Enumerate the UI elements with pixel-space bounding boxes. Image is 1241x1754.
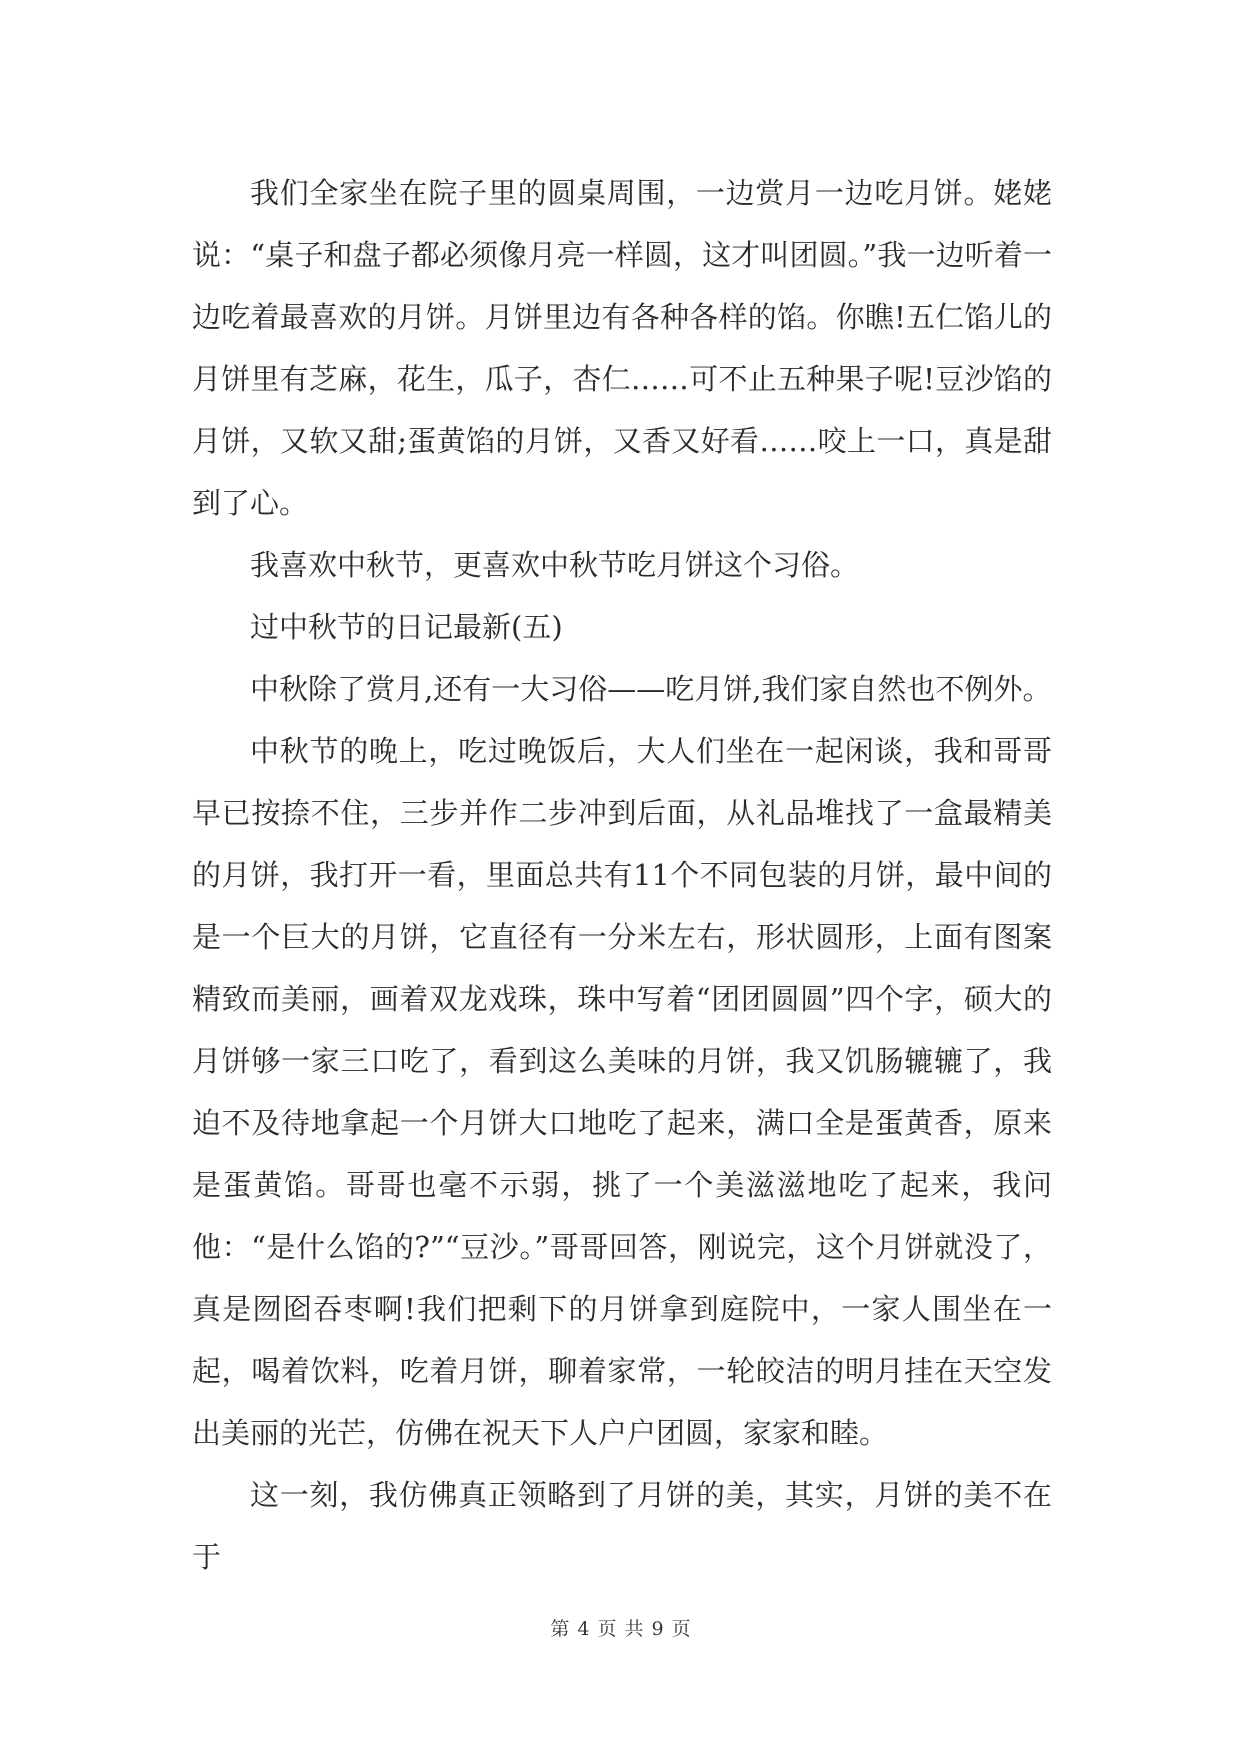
footer-total-prefix: 共 (624, 1618, 644, 1640)
page-footer (0, 1614, 1241, 1641)
document-body (192, 162, 1052, 1588)
current-page-number: 4 (577, 1618, 590, 1640)
footer-page-unit: 页 (597, 1618, 617, 1640)
paragraph-custom: 中秋除了赏月,还有一大习俗——吃月饼,我们家自然也不例外。 (250, 672, 1052, 706)
section-heading: 过中秋节的日记最新(五) (250, 610, 563, 644)
paragraph-like-festival: 我喜欢中秋节，更喜欢中秋节吃月饼这个习俗。 (250, 548, 860, 582)
paragraph-mooncake-dinner: 我们全家坐在院子里的圆桌周围，一边赏月一边吃月饼。姥姥说：“桌子和盘子都必须像月亮一样圆，这才叫团圆。”我一边听着一边吃着最喜欢的月饼。月饼里边有各种各样的馅。你瞧!五仁馅儿的月饼里有芝麻，花生，瓜子，杏仁……可不止五种果子呢!豆沙馅的月饼，又软又甜;蛋黄馅的月饼，又香又好看……咬上一口，真是甜到了心。 (192, 176, 1052, 520)
footer-prefix: 第 (550, 1618, 570, 1640)
paragraph-evening-story: 中秋节的晚上，吃过晚饭后，大人们坐在一起闲谈，我和哥哥早已按捺不住，三步并作二步冲到后面，从礼品堆找了一盒最精美的月饼，我打开一看，里面总共有11个不同包装的月饼，最中间的是一个巨大的月饼，它直径有一分米左右，形状圆形，上面有图案精致而美丽，画着双龙戏珠，珠中写着“团团圆圆”四个字，硕大的月饼够一家三口吃了，看到这么美味的月饼，我又饥肠辘辘了，我迫不及待地拿起一个月饼大口地吃了起来，满口全是蛋黄香，原来是蛋黄馅。哥哥也毫不示弱，挑了一个美滋滋地吃了起来，我问他：“是什么馅的?”“豆沙。”哥哥回答，刚说完，这个月饼就没了，真是囫囵吞枣啊!我们把剩下的月饼拿到庭院中，一家人围坐在一起，喝着饮料，吃着月饼，聊着家常，一轮皎洁的明月挂在天空发出美丽的光芒，仿佛在祝天下人户户团圆，家家和睦。 (192, 734, 1052, 1450)
total-pages-number: 9 (651, 1618, 664, 1640)
footer-suffix: 页 (671, 1618, 691, 1640)
paragraph-this-moment: 这一刻，我仿佛真正领略到了月饼的美，其实，月饼的美不在于 (192, 1478, 1052, 1574)
